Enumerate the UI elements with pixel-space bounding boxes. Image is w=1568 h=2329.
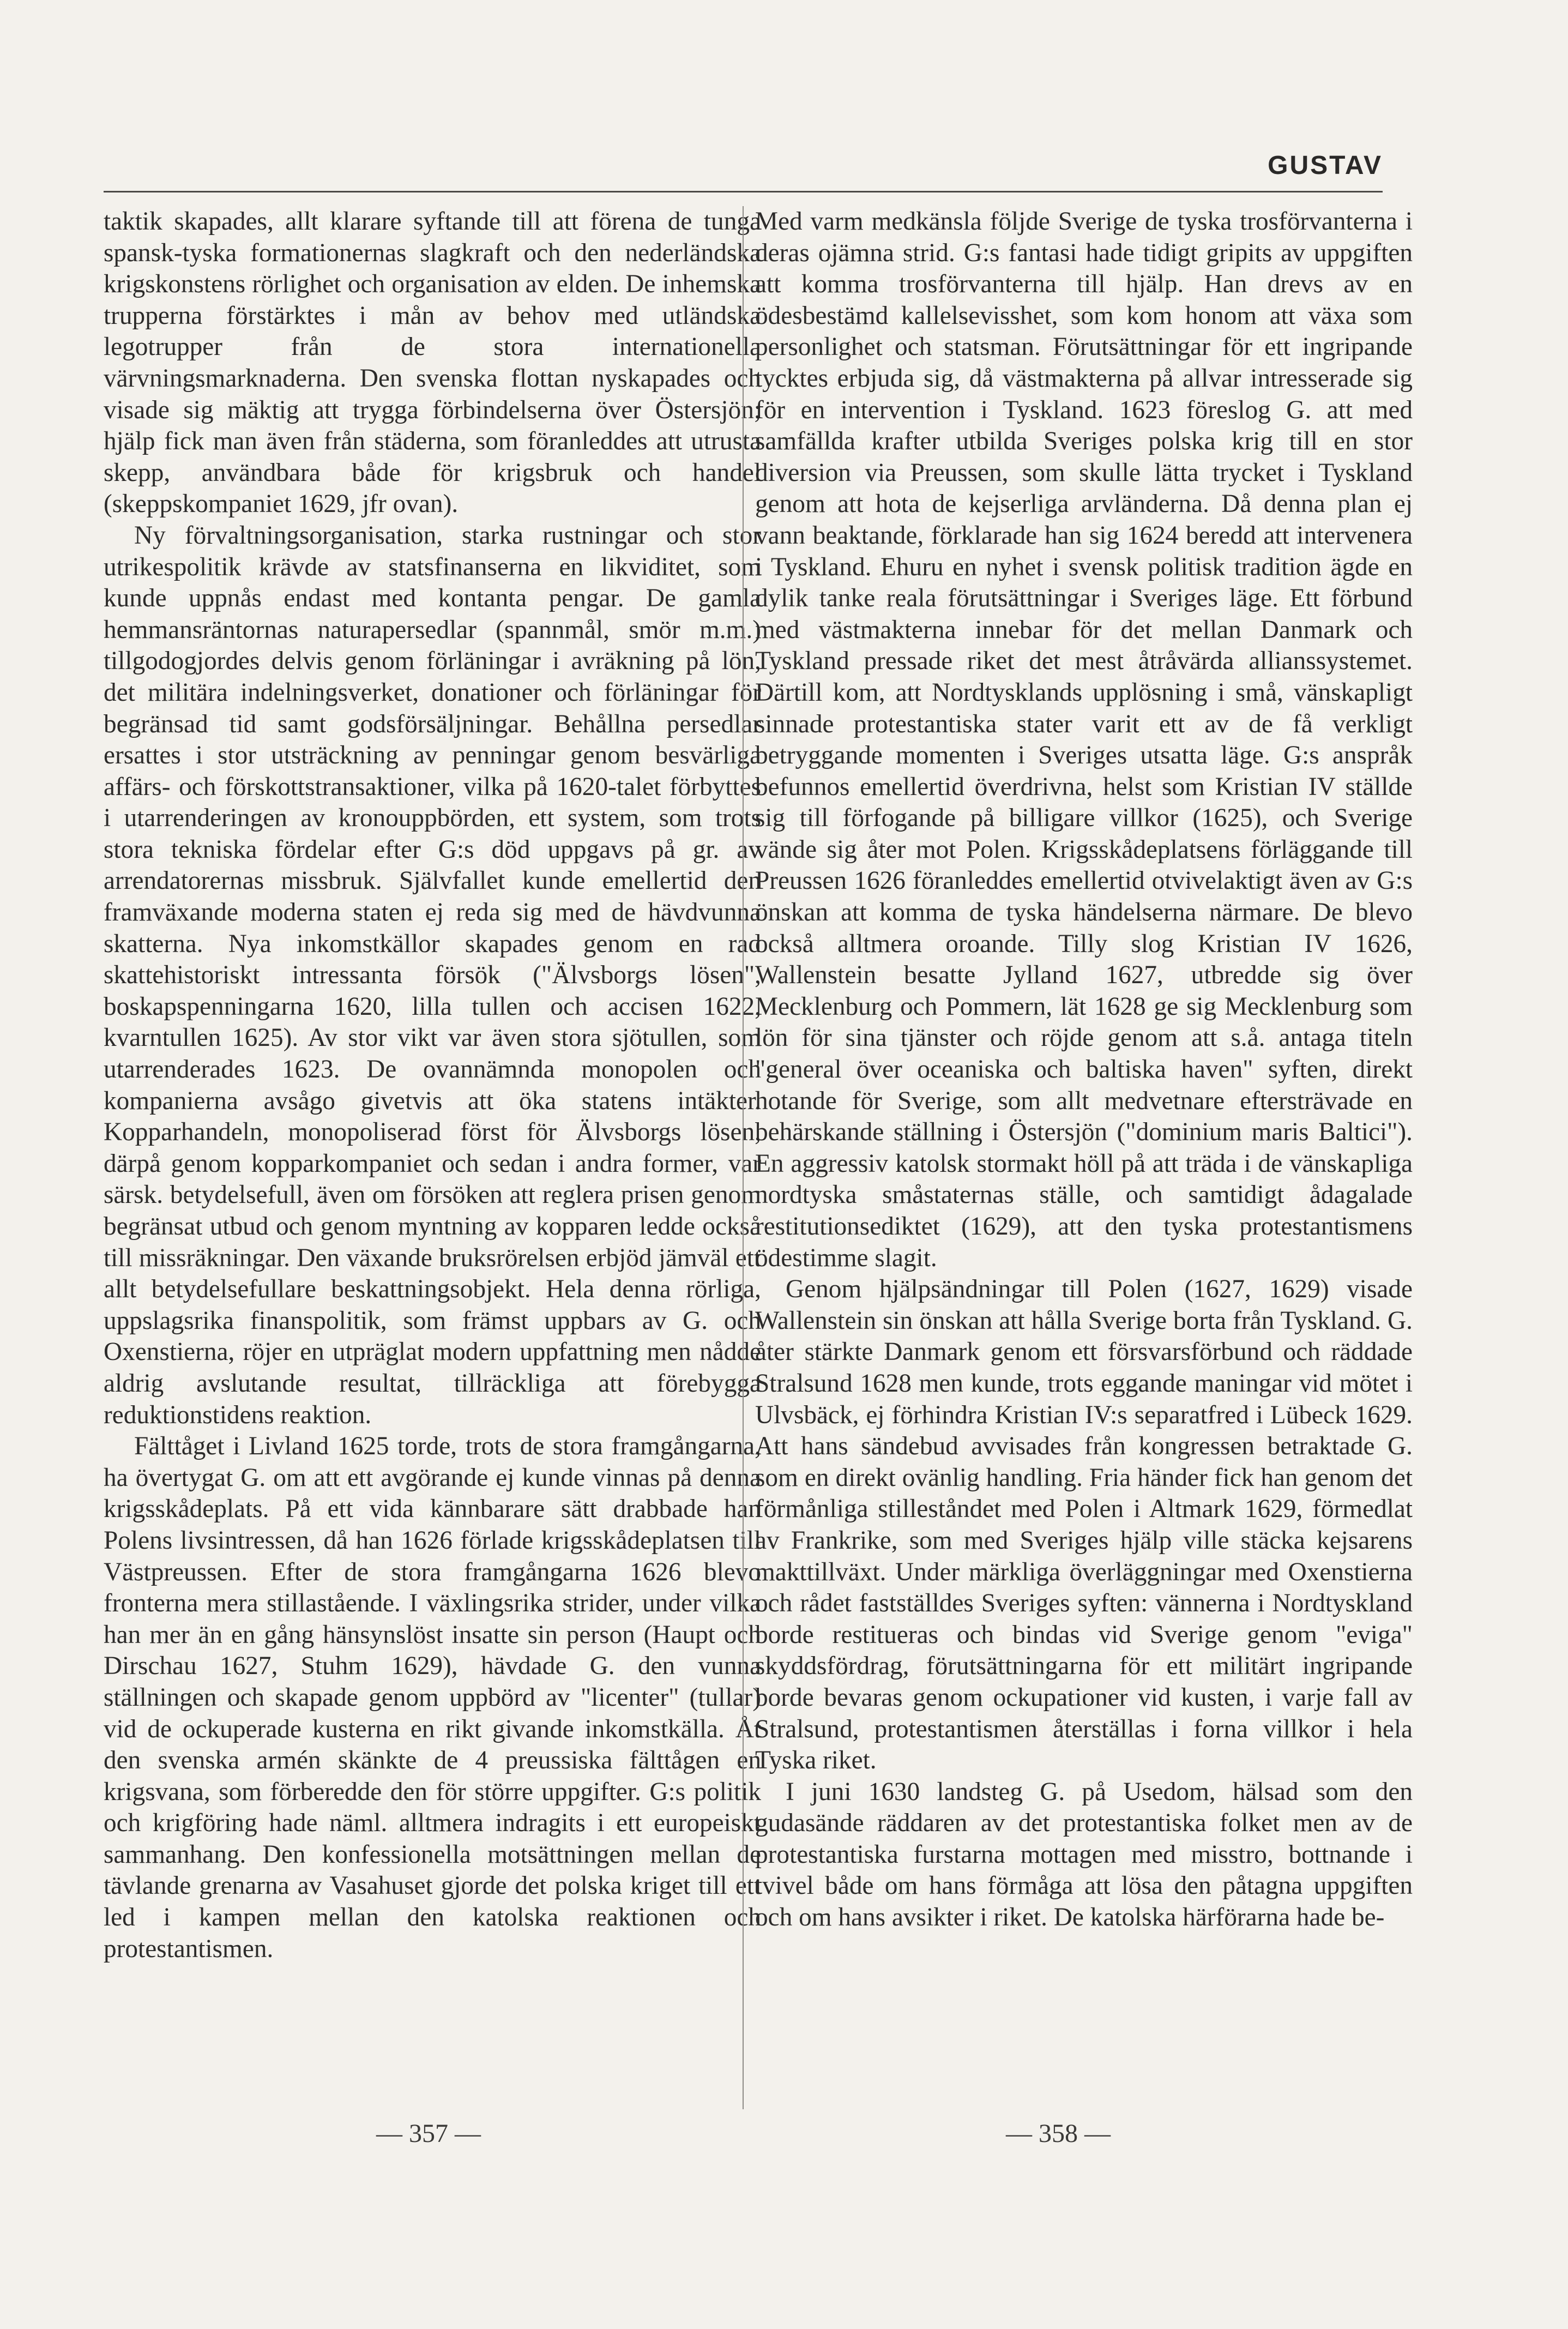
header-rule xyxy=(104,191,1383,192)
paragraph: Fälttåget i Livland 1625 torde, trots de stora framgångarna, ha övertygat G. om att ett avgörande ej kunde vinnas på denna krigsskådeplats. På ett vida kännbarare sätt drabbade han Polens livsintressen, då han 1626 förlade krigsskådeplatsen till Västpreussen. Efter de stora framgångarna 1626 blevo fronterna mera stillastående. I växlingsrika strider, under vilka han mer än en gång hänsynslöst insatte sin person (Haupt och Dirschau 1627, Stuhm 1629), hävdade G. den vunna ställningen och skapade genom uppbörd av "licenter" (tullar) vid de ockuperade kusterna en rikt givande inkomstkälla. Åt den svenska armén skänkte de 4 preussiska fälttågen en krigsvana, som förberedde den för större uppgifter. G:s politik och krigföring hade näml. alltmera indragits i ett europeiskt sammanhang. Den konfessionella motsättningen mellan de tävlande grenarna av Vasahuset gjorde det polska kriget till ett led i kampen mellan den katolska reaktionen och protestantismen. xyxy=(104,1432,761,1963)
page-number-right: — 358 — xyxy=(1006,2119,1111,2148)
paragraph: I juni 1630 landsteg G. på Usedom, hälsad som den gudasände räddaren av det protestantiska folket men av de protestantiska furstarna mottagen med misstro, bottnande i tvivel både om hans förmåga att lösa den påtagna uppgiften och om hans avsikter i riket. De katolska härförarna hade be- xyxy=(755,1777,1413,1932)
left-column xyxy=(104,206,761,1965)
column-divider xyxy=(743,206,744,2109)
paragraph: Ny förvaltningsorganisation, starka rustningar och stor utrikespolitik krävde av statsfinanserna en likviditet, som kunde uppnås endast med kontanta pengar. De gamla hemmansräntornas naturapersedlar (spannmål, smör m.m.) tillgodogjordes delvis genom förläningar i avräkning på lön, det militära indelningsverket, donationer och förläningar för begränsad tid samt godsförsäljningar. Behållna persedlar ersattes i stor utsträckning av penningar genom besvärliga affärs- och förskottstransaktioner, vilka på 1620-talet förbyttes i utarrenderingen av kronouppbörden, ett system, som trots stora tekniska fördelar efter G:s död uppgavs på gr. av arrendatorernas missbruk. Självfallet kunde emellertid den framväxande moderna staten ej reda sig med de hävdvunna skatterna. Nya inkomstkällor skapades genom en rad skattehistoriskt intressanta försök ("Älvsborgs lösen", boskapspenningarna 1620, lilla tullen och accisen 1622, kvarntullen 1625). Av stor vikt var även stora sjötullen, som utarrenderades 1623. De ovannämnda monopolen och kompanierna avsågo givetvis att öka statens intäkter. Kopparhandeln, monopoliserad först för Älvsborgs lösen, därpå genom kopparkompaniet och sedan i andra former, var särsk. betydelsefull, även om försöken att reglera prisen genom begränsat utbud och genom myntning av kopparen ledde också till missräkningar. Den växande bruksrörelsen erbjöd jämväl ett allt betydelsefullare beskattningsobjekt. Hela denna rörliga, uppslagsrika finanspolitik, som främst uppbars av G. och Oxenstierna, röjer en utpräglat modern uppfattning men nådde aldrig avslutande resultat, tillräckliga att förebygga reduktionstidens reaktion. xyxy=(104,521,761,1429)
running-head: GUSTAV xyxy=(1268,151,1383,180)
paragraph: Med varm medkänsla följde Sverige de tyska trosförvanterna i deras ojämna strid. G:s fantasi hade tidigt gripits av uppgiften att komma trosförvanterna till hjälp. Han drevs av en ödesbestämd kallelsevisshet, som kom honom att växa som personlighet och statsman. Förutsättningar för ett ingripande tycktes erbjuda sig, då västmakterna på allvar intresserade sig för en intervention i Tyskland. 1623 föreslog G. att med samfällda krafter utbilda Sveriges polska krig till en stor diversion via Preussen, som skulle lätta trycket i Tyskland genom att hota de kejserliga arvländerna. Då denna plan ej vann beaktande, förklarade han sig 1624 beredd att intervenera i Tyskland. Ehuru en nyhet i svensk politisk tradition ägde en dylik tanke reala förutsättningar i Sveriges läge. Ett förbund med västmakterna innebar för det mellan Danmark och Tyskland pressade riket det mest åtråvärda allianssystemet. Därtill kom, att Nordtysklands upplösning i små, vänskapligt sinnade protestantiska stater varit ett av de få verkligt betryggande momenten i Sveriges utsatta läge. G:s anspråk befunnos emellertid överdrivna, helst som Kristian IV ställde sig till förfogande på billigare villkor (1625), och Sverige vände sig åter mot Polen. Krigsskådeplatsens förläggande till Preussen 1626 föranleddes emellertid otvivelaktigt även av G:s önskan att komma de tyska händelserna närmare. De blevo också alltmera oroande. Tilly slog Kristian IV 1626, Wallenstein besatte Jylland 1627, utbredde sig över Mecklenburg och Pommern, lät 1628 ge sig Mecklenburg som lön för sina tjänster och röjde genom att s.å. antaga titeln "general över oceaniska och baltiska haven" syften, direkt hotande för Sverige, som allt medvetnare eftersträvade en behärskande ställning i Östersjön ("dominium maris Baltici"). En aggressiv katolsk stormakt höll på att träda i de vänskapliga nordtyska småstaternas ställe, och samtidigt ådagalade restitutionsediktet (1629), att den tyska protestantismens ödestimme slagit. xyxy=(755,207,1413,1272)
right-column xyxy=(755,206,1413,1934)
paragraph: taktik skapades, allt klarare syftande till att förena de tunga spansk-tyska formationernas slagkraft och den nederländska krigskonstens rörlighet och organisation av elden. De inhemska trupperna förstärktes i mån av behov med utländska legotrupper från de stora internationella värvningsmarknaderna. Den svenska flottan nyskapades och visade sig mäktig att trygga förbindelserna över Östersjön; hjälp fick man även från städerna, som föranleddes att utrusta skepp, användbara både för krigsbruk och handel (skeppskompaniet 1629, jfr ovan). xyxy=(104,207,761,519)
page-number-left: — 357 — xyxy=(376,2119,481,2148)
paragraph: Genom hjälpsändningar till Polen (1627, 1629) visade Wallenstein sin önskan att hålla Sverige borta från Tyskland. G. åter stärkte Danmark genom ett försvarsförbund och räddade Stralsund 1628 men kunde, trots eggande maningar vid mötet i Ulvsbäck, ej förhindra Kristian IV:s separatfred i Lübeck 1629. Att hans sändebud avvisades från kongressen betraktade G. som en direkt ovänlig handling. Fria händer fick han genom det förmånliga stilleståndet med Polen i Altmark 1629, förmedlat av Frankrike, som med Sveriges hjälp ville stäcka kejsarens makttillväxt. Under märkliga överläggningar med Oxenstierna och rådet fastställdes Sveriges syften: vännerna i Nordtyskland borde restitueras och bindas vid Sverige genom "eviga" skyddsfördrag, förutsättningarna för ett militärt ingripande borde bevaras genom ockupationer vid kusten, i varje fall av Stralsund, protestantismen återställas i forna villkor i hela Tyska riket. xyxy=(755,1275,1413,1775)
